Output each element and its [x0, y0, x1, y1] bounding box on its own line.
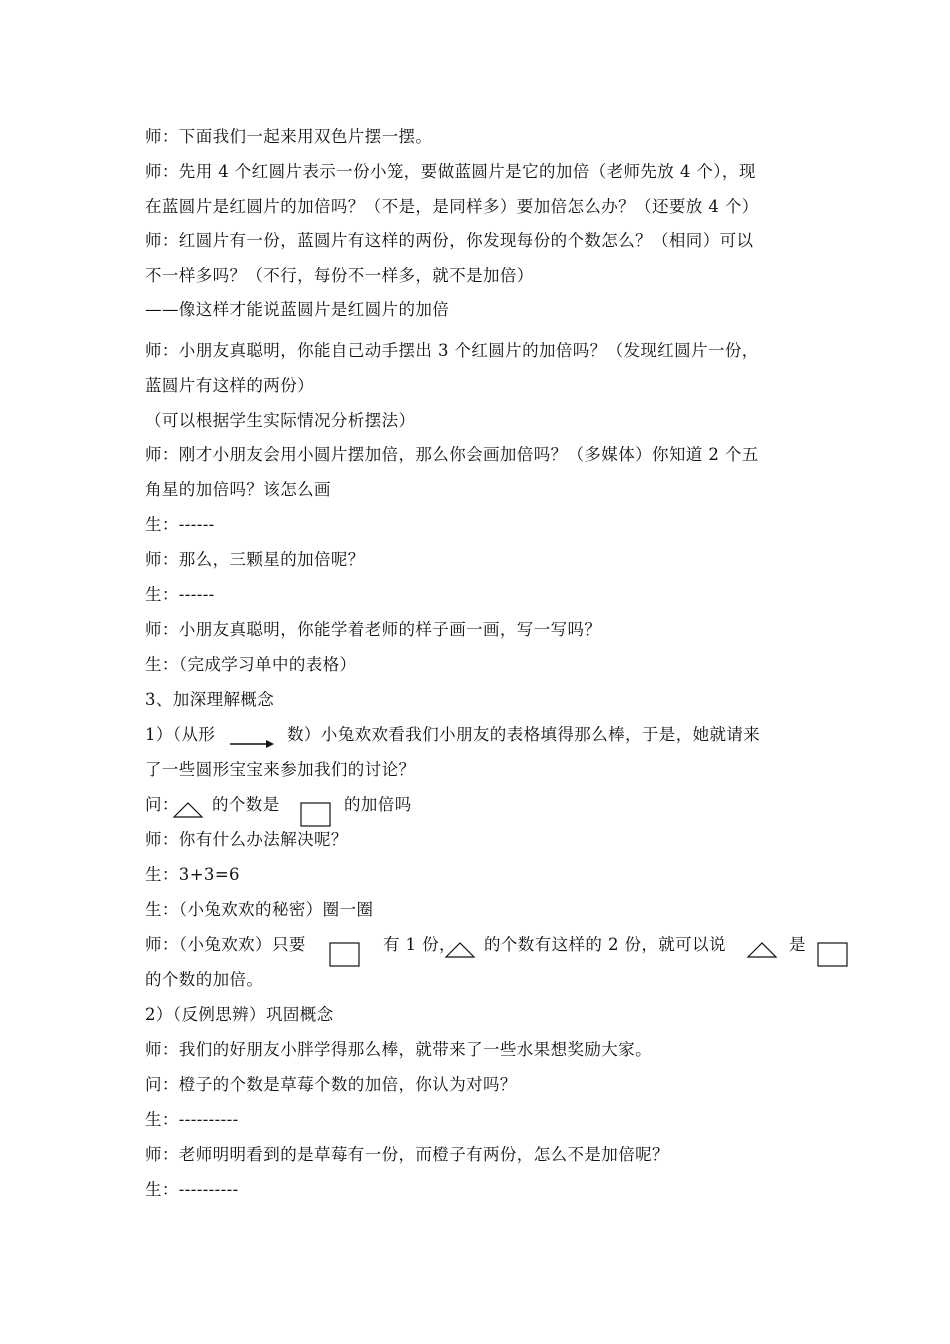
triangle-icon [444, 941, 476, 959]
text-line: 蓝圆片有这样的两份） [145, 376, 314, 395]
square-icon [300, 802, 332, 828]
text-line: 了一些圆形宝宝来参加我们的讨论？ [145, 760, 416, 779]
text-line: 问：橙子的个数是草莓个数的加倍，你认为对吗？ [145, 1075, 517, 1094]
text-line: 生：---------- [145, 1110, 239, 1129]
text-line: 角星的加倍吗？该怎么画 [145, 480, 331, 499]
text-line: 是 [789, 935, 806, 954]
text-line: 师：你有什么办法解决呢？ [145, 830, 348, 849]
text-line: 生：---------- [145, 1180, 239, 1199]
text-line: 师：老师明明看到的是草莓有一份，而橙子有两份，怎么不是加倍呢？ [145, 1145, 669, 1164]
text-line: 师：（小兔欢欢）只要 [145, 935, 306, 954]
text-line: 数）小兔欢欢看我们小朋友的表格填得那么棒，于是，她就请来 [287, 725, 761, 744]
text-line: 师：小朋友真聪明，你能自己动手摆出 3 个红圆片的加倍吗？（发现红圆片一份， [145, 341, 759, 360]
text-line: 在蓝圆片是红圆片的加倍吗？（不是，是同样多）要加倍怎么办？（还要放 4 个） [145, 197, 759, 216]
text-line: 生：（小兔欢欢的秘密）圈一圈 [145, 900, 374, 919]
text-line: 生：------ [145, 585, 215, 604]
text-line: 生：------ [145, 515, 215, 534]
text-line: 师：小朋友真聪明，你能学着老师的样子画一画，写一写吗？ [145, 620, 602, 639]
text-line: 不一样多吗？（不行，每份不一样多，就不是加倍） [145, 266, 534, 285]
text-line: 有 1 份， [383, 935, 456, 954]
arrow-right-icon [228, 736, 276, 750]
section-heading: 3、加深理解概念 [145, 690, 275, 709]
text-line: 的个数的加倍。 [145, 970, 264, 989]
text-line: 师：那么，三颗星的加倍呢？ [145, 550, 365, 569]
text-line: （可以根据学生实际情况分析摆法） [145, 411, 416, 430]
text-line: 的个数有这样的 2 份，就可以说 [484, 935, 726, 954]
text-line: 的加倍吗 [344, 795, 412, 814]
text-line: 的个数是 [212, 795, 280, 814]
triangle-icon [172, 801, 204, 819]
triangle-icon [746, 941, 778, 959]
section-heading: 2）（反例思辨）巩固概念 [145, 1005, 334, 1024]
text-line: 师：红圆片有一份，蓝圆片有这样的两份，你发现每份的个数怎么？（相同）可以 [145, 231, 754, 250]
text-line: 师：下面我们一起来用双色片摆一摆。 [145, 127, 433, 146]
text-line: 师：刚才小朋友会用小圆片摆加倍，那么你会画加倍吗？（多媒体）你知道 2 个五 [145, 445, 759, 464]
text-line: 生：3+3=6 [145, 865, 240, 884]
text-line: ——像这样才能说蓝圆片是红圆片的加倍 [145, 300, 450, 319]
square-icon [817, 942, 849, 968]
square-icon [329, 942, 361, 968]
text-line: 问： [145, 795, 179, 814]
text-line: 1）（从形 [145, 725, 216, 744]
text-line: 师：我们的好朋友小胖学得那么棒，就带来了一些水果想奖励大家。 [145, 1040, 652, 1059]
text-line: 生：（完成学习单中的表格） [145, 655, 357, 674]
text-line: 师：先用 4 个红圆片表示一份小笼，要做蓝圆片是它的加倍（老师先放 4 个），现 [145, 162, 756, 181]
